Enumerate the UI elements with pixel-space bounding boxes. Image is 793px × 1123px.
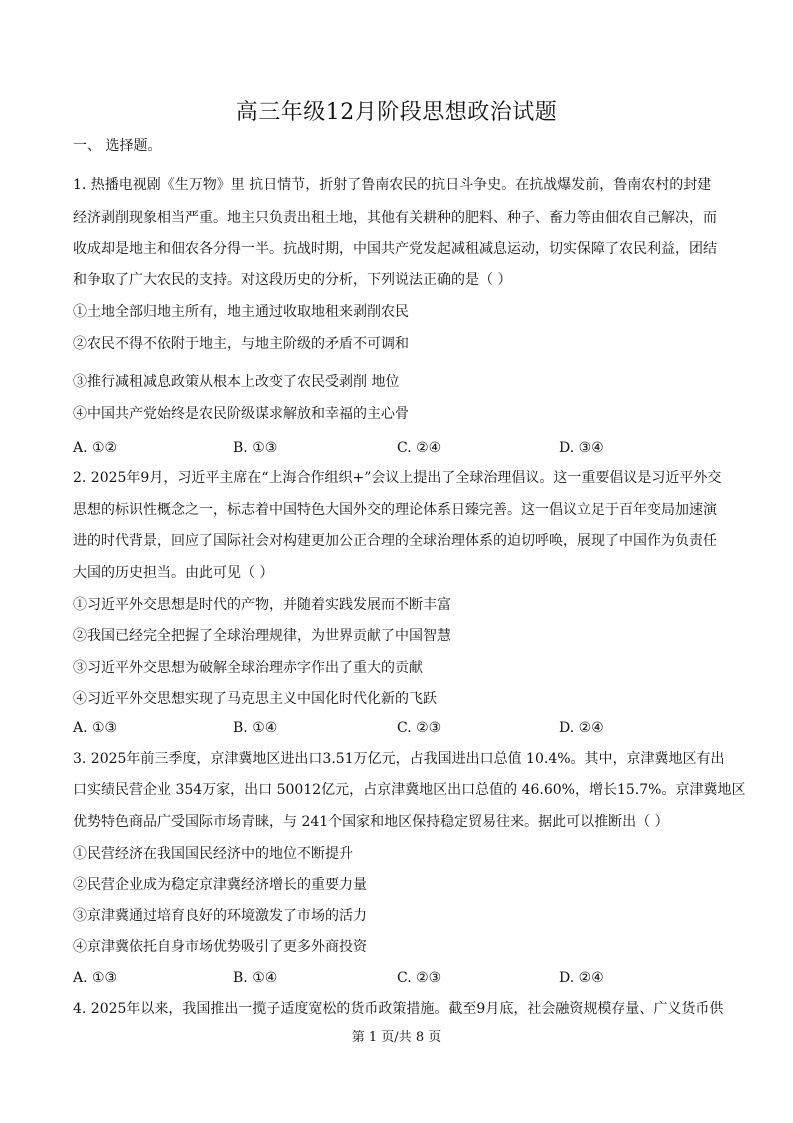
q2-option-d: D. ②④ (559, 720, 604, 736)
q3-statement: ②民营企业成为稳定京津冀经济增长的重要力量 (73, 877, 367, 893)
q3-option-b: B. ①④ (233, 970, 278, 986)
q1-stem-line: 收成却是地主和佃农各分得一半。抗战时期，中国共产党发起减租减息运动，切实保障了农民利益，团结 (73, 241, 717, 257)
q3-stem-line: 口实绩民营企业 354万家，出口 50012亿元，占京津冀地区出口总值的 46.60%，增长15.7%。京津冀地区 (73, 782, 746, 798)
q1-statement: ③推行减租减息政策从根本上改变了农民受剥削 地位 (73, 374, 400, 390)
q3-statement: ①民营经济在我国国民经济中的地位不断提升 (73, 846, 353, 862)
q1-stem-line: 经济剥削现象相当严重。地主只负责出租土地，其他有关耕种的肥料、种子、畜力等由佃农自己解决，而 (73, 210, 717, 226)
q4-stem-line: 4. 2025年以来，我国推出一揽子适度宽松的货币政策措施。截至9月底，社会融资规模存量、广义货币供 (73, 1001, 724, 1017)
q1-option-a: A. ①② (73, 440, 118, 456)
q2-stem-line: 大国的历史担当。由此可见（ ） (73, 565, 274, 581)
q3-option-a: A. ①③ (73, 970, 118, 986)
q1-statement: ②农民不得不依附于地主，与地主阶级的矛盾不可调和 (73, 336, 409, 352)
q3-option-c: C. ②③ (397, 970, 442, 986)
q2-option-b: B. ①④ (233, 720, 278, 736)
q2-statement: ④习近平外交思想实现了马克思主义中国化时代化新的飞跃 (73, 691, 437, 707)
q3-statement: ④京津冀依托自身市场优势吸引了更多外商投资 (73, 939, 367, 955)
q3-option-d: D. ②④ (559, 970, 604, 986)
q2-stem-line: 2. 2025年9月，习近平主席在“上海合作组织+”会议上提出了全球治理倡议。这一重要倡议是习近平外交 (73, 470, 722, 486)
q2-option-c: C. ②③ (397, 720, 442, 736)
q1-stem-line: 1. 热播电视剧《生万物》里 抗日情节，折射了鲁南农民的抗日斗争史。在抗战爆发前，鲁南农村的封建 (73, 177, 712, 193)
page-title: 高三年级12月阶段思想政治试题 (235, 100, 558, 125)
q1-option-b: B. ①③ (233, 440, 278, 456)
q2-statement: ③习近平外交思想为破解全球治理赤字作出了重大的贡献 (73, 660, 423, 676)
q2-statement: ②我国已经完全把握了全球治理规律，为世界贡献了中国智慧 (73, 628, 451, 644)
q1-statement: ①土地全部归地主所有，地主通过收取地租来剥削农民 (73, 304, 409, 320)
q1-option-d: D. ③④ (559, 440, 604, 456)
q1-statement: ④中国共产党始终是农民阶级谋求解放和幸福的主心骨 (73, 406, 409, 422)
q2-stem-line: 思想的标识性概念之一，标志着中国特色大国外交的理论体系日臻完善。这一倡议立足于百年变局加速演 (73, 502, 717, 518)
q2-stem-line: 进的时代背景，回应了国际社会对构建更加公正合理的全球治理体系的迫切呼唤，展现了中国作为负责任 (73, 533, 717, 549)
q1-option-c: C. ②④ (397, 440, 442, 456)
page-footer: 第 1 页/共 8 页 (351, 1030, 442, 1045)
q2-statement: ①习近平外交思想是时代的产物，并随着实践发展而不断丰富 (73, 597, 451, 613)
q1-stem-line: 和争取了广大农民的支持。对这段历史的分析，下列说法正确的是（ ） (73, 272, 512, 288)
q3-stem-line: 3. 2025年前三季度，京津冀地区进出口3.51万亿元，占我国进出口总值 10.4%。其中，京津冀地区有出 (73, 751, 725, 767)
q3-statement: ③京津冀通过培育良好的环境激发了市场的活力 (73, 908, 367, 924)
q2-option-a: A. ①③ (73, 720, 118, 736)
q3-stem-line: 优势特色商品广受国际市场青睐，与 241个国家和地区保持稳定贸易往来。据此可以推断出（ ） (73, 814, 669, 830)
section-heading: 一、 选择题。 (73, 138, 162, 154)
